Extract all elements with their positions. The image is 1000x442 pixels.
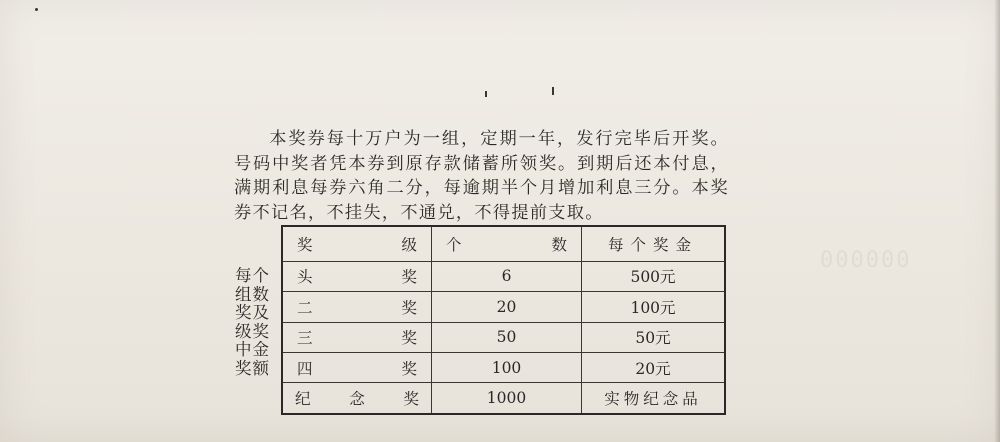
watermark-ghost: 000000 — [820, 248, 912, 273]
cell-count: 6 — [432, 261, 582, 291]
side-label-line: 级奖 — [235, 321, 270, 341]
paper-edge-shadow — [994, 0, 1000, 442]
cell-level — [282, 292, 432, 322]
cell-amount: 实物纪念品 — [582, 383, 726, 414]
table-row — [282, 353, 725, 383]
cell-level — [282, 322, 432, 352]
header-level-a: 奖 — [297, 235, 313, 254]
level-b: 奖 — [401, 268, 417, 287]
cell-count: 20 — [432, 292, 582, 322]
level-b: 奖 — [401, 329, 417, 348]
level-c: 奖 — [403, 390, 419, 409]
cell-level — [282, 383, 432, 414]
perforation-mark — [552, 87, 554, 95]
perforation-mark — [485, 91, 487, 97]
level-b: 奖 — [401, 359, 417, 378]
table-header-row — [282, 226, 725, 261]
terms-paragraph: 本奖券每十万户为一组，定期一年，发行完毕后开奖。号码中奖者凭本券到原存款储蓄所领奖。到期后还本付息，满期利息每券六角二分，每逾期半个月增加利息三分。本奖券不记名，不挂失，不通兑，不得提前支取。 — [234, 129, 729, 223]
prize-table — [281, 225, 726, 415]
level-a: 四 — [297, 359, 313, 378]
header-count-b: 数 — [551, 235, 567, 254]
side-label-line: 奖额 — [235, 358, 270, 378]
side-label-line: 中金 — [235, 340, 270, 360]
cell-count: 50 — [432, 322, 582, 352]
table-row — [282, 322, 725, 352]
header-count-a: 个 — [446, 235, 462, 254]
header-amount: 每个奖金 — [582, 226, 726, 261]
header-level-b: 级 — [401, 235, 417, 254]
cell-level — [282, 353, 432, 383]
side-label-line: 奖及 — [235, 303, 270, 323]
paper-speck — [35, 8, 38, 11]
cell-level — [282, 261, 432, 291]
cell-amount: 500元 — [582, 261, 726, 291]
header-count — [432, 226, 582, 261]
table-row-souvenir — [282, 383, 725, 414]
cell-amount: 20元 — [582, 353, 726, 383]
table-row — [282, 261, 725, 291]
level-a: 头 — [297, 268, 313, 287]
level-a: 纪 — [295, 390, 311, 409]
header-level — [282, 226, 432, 261]
level-b: 奖 — [401, 298, 417, 317]
side-label — [235, 267, 277, 379]
level-a: 三 — [297, 329, 313, 348]
side-label-line: 组数 — [235, 284, 270, 304]
cell-count: 1000 — [432, 383, 582, 414]
cell-count: 100 — [432, 353, 582, 383]
level-a: 二 — [297, 298, 313, 317]
side-label-line: 每个 — [235, 266, 270, 285]
cell-amount: 50元 — [582, 322, 726, 352]
level-b: 念 — [349, 390, 365, 409]
table-row — [282, 292, 725, 322]
cell-amount: 100元 — [582, 292, 726, 322]
